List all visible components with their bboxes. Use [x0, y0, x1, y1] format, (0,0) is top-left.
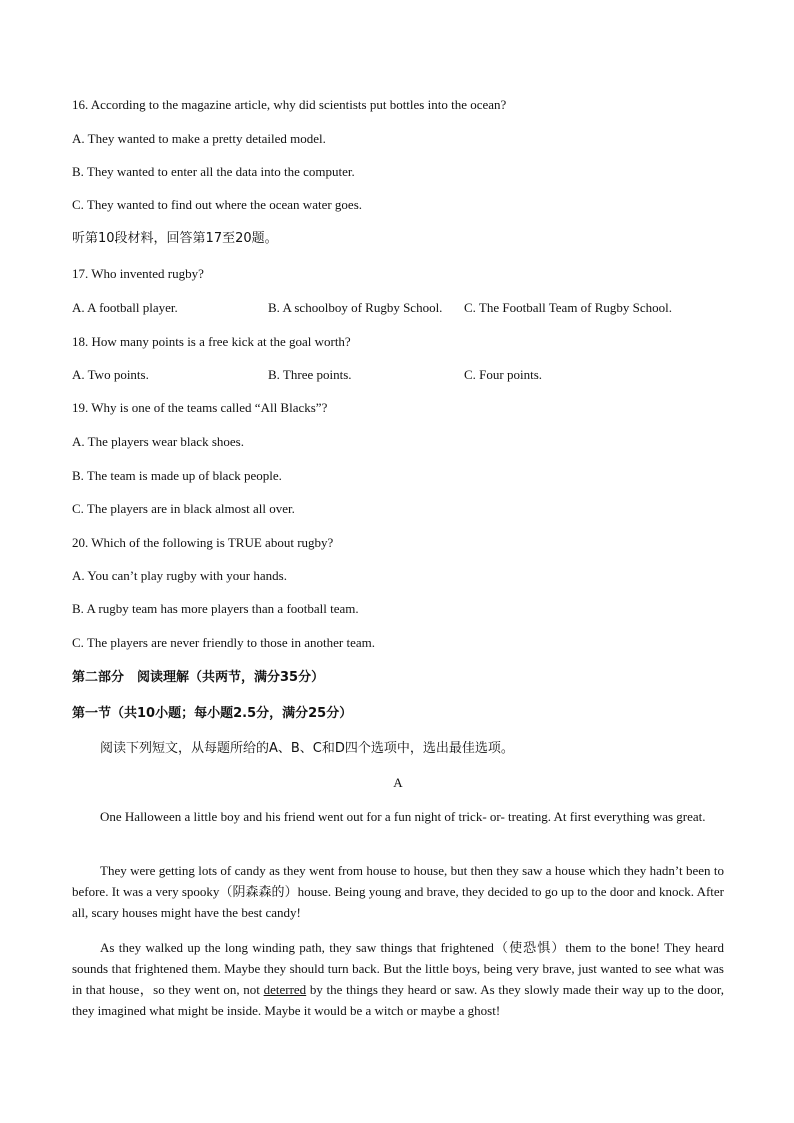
question-19-stem: 19. Why is one of the teams called “All Blacks”? — [72, 400, 328, 415]
part-2-title: 第二部分 阅读理解（共两节，满分35分） — [72, 670, 325, 685]
question-18-option-a: A. Two points. — [72, 367, 149, 382]
question-16-option-c: C. They wanted to find out where the ocean water goes. — [72, 197, 362, 212]
question-18-option-b: B. Three points. — [268, 367, 352, 382]
section-10-instruction: 听第10段材料，回答第17至20题。 — [72, 231, 278, 246]
section-1-title: 第一节（共10小题；每小题2.5分，满分25分） — [72, 706, 353, 721]
question-18-options — [72, 367, 724, 383]
question-17-option-c: C. The Football Team of Rugby School. — [464, 300, 673, 315]
passage-paragraph-2: They were getting lots of candy as they went from house to house, but then they saw a house which they hadn’t been to before. It was a very spooky（阴森森的）house. Being young and brave, they decided to go up to the door and knock. After all, scary houses might have the best candy! — [72, 863, 724, 920]
question-19-option-a: A. The players wear black shoes. — [72, 434, 244, 449]
passage-label: A — [393, 775, 403, 790]
question-20-option-b: B. A rugby team has more players than a football team. — [72, 601, 359, 616]
question-19-option-c: C. The players are in black almost all over. — [72, 501, 295, 516]
question-20-option-c: C. The players are never friendly to those in another team. — [72, 635, 375, 650]
question-16-option-b: B. They wanted to enter all the data into the computer. — [72, 164, 355, 179]
question-16-stem: 16. According to the magazine article, why did scientists put bottles into the ocean? — [72, 97, 507, 112]
passage-paragraph-3-text-start: As they walked up the long winding path, they saw things that frightened（使恐惧）them to the bone! They heard sounds that frightened them. Maybe they should turn back. But the little boys, being very brave, just wanted to see what was in that house，so they went on, not — [72, 940, 724, 997]
passage-paragraph-3-text-end: by the things they heard or saw. As they slowly made their way up to the door, they imagined what might be inside. Maybe it would be a witch or maybe a ghost! — [72, 982, 724, 1018]
question-18-stem: 18. How many points is a free kick at the goal worth? — [72, 334, 351, 349]
question-19-option-b: B. The team is made up of black people. — [72, 468, 282, 483]
document-page — [72, 0, 724, 1123]
question-20-stem: 20. Which of the following is TRUE about rugby? — [72, 535, 334, 550]
question-17-option-a: A. A football player. — [72, 300, 178, 315]
question-16-option-a: A. They wanted to make a pretty detailed model. — [72, 131, 326, 146]
question-18-option-c: C. Four points. — [464, 367, 543, 382]
reading-instruction: 阅读下列短文，从每题所给的A、B、C和D四个选项中，选出最佳选项。 — [100, 741, 514, 756]
question-17-option-b: B. A schoolboy of Rugby School. — [268, 300, 443, 315]
passage-paragraph-3 — [72, 937, 724, 1021]
passage-paragraph-1: One Halloween a little boy and his friend went out for a fun night of trick- or- treating. At first everything was great. — [100, 809, 706, 824]
question-17-stem: 17. Who invented rugby? — [72, 266, 204, 281]
question-17-options — [72, 300, 724, 316]
underlined-word-deterred: deterred — [263, 982, 307, 997]
question-20-option-a: A. You can’t play rugby with your hands. — [72, 568, 287, 583]
